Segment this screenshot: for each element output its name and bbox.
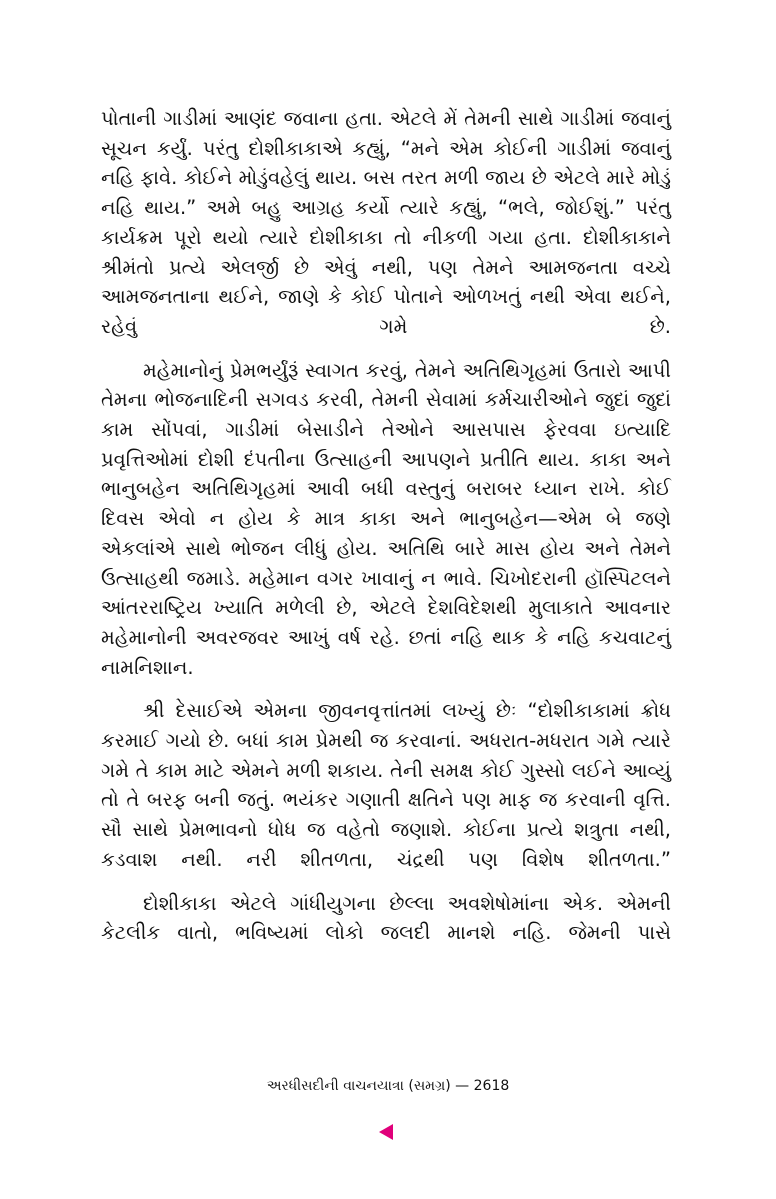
- page-footer: અરધીસદીની વાચનયાત્રા (સમગ્ર) — 2618: [266, 1078, 510, 1094]
- prev-page-arrow-icon[interactable]: [379, 1124, 393, 1140]
- paragraph-4: દોશીકાકા એટલે ગાંધીયુગના છેલ્લા અવશેષોમાંના એક. એમની કેટલીક વાતો, ભવિષ્યમાં લોકો જલદી માનશે નહિ. જેમની પાસે: [101, 891, 671, 945]
- paragraph-3: શ્રી દેસાઈએ એમના જીવનવૃત્તાંતમાં લખ્યું છેઃ “દોશીકાકામાં ક્રોધ કરમાઈ ગયો છે. બધાં કામ પ્રેમથી જ કરવાનાં. અધરાત-મધરાત ગમે ત્યારે ગમે તે કામ માટે એમને મળી શકાય. તેની સમક્ષ કોઈ ગુસ્સો લઈને આવ્યું તો તે બરફ બની જતું. ભયંકર ગણાતી ક્ષતિને પણ માફ જ કરવાની વૃત્તિ. સૌ સાથે પ્રેમભાવનો ધોધ જ વહેતો જણાશે. કોઈના પ્રત્યે શત્રુતા નથી, કડવાશ નથી. નરી શીતળતા, ચંદ્રથી પણ વિશેષ શીતળતા.”: [101, 699, 671, 871]
- paragraph-2: મહેમાનોનું પ્રેમભર્યુંરૂં સ્વાગત કરવું, તેમને અતિથિગૃહમાં ઉતારો આપી તેમના ભોજનાદિની સગવડ કરવી, તેમની સેવામાં કર્મચારીઓને જુદાં જુદાં કામ સોંપવાં, ગાડીમાં બેસાડીને તેઓને આસપાસ ફેરવવા ઇત્યાદિ પ્રવૃત્તિઓમાં દોશી દંપતીના ઉત્સાહની આપણને પ્રતીતિ થાય. કાકા અને ભાનુબહેન અતિથિગૃહમાં આવી બધી વસ્તુનું બરાબર ધ્યાન રાખે. કોઈ દિવસ એવો ન હોય કે માત્ર કાકા અને ભાનુબહેન—એમ બે જણે એકલાંએ સાથે ભોજન લીધું હોય. અતિથિ બારે માસ હોય અને તેમને ઉત્સાહથી જમાડે. મહેમાન વગર ખાવાનું ન ભાવે. ચિખોદરાની હૉસ્પિટલને આંતરરાષ્ટ્રિય ખ્યાતિ મળેલી છે, એટલે દેશવિદેશથી મુલાકાતે આવનાર મહેમાનોની અવરજવર આખું વર્ષ રહે. છતાં નહિ થાક કે નહિ કચવાટનું નામનિશાન.: [101, 358, 671, 679]
- paragraph-1: પોતાની ગાડીમાં આણંદ જવાના હતા. એટલે મેં તેમની સાથે ગાડીમાં જવાનું સૂચન કર્યું. પરંતુ દોશીકાકાએ કહ્યું, “મને એમ કોઈની ગાડીમાં જવાનું નહિ ફાવે. કોઈને મોડુંવહેલું થાય. બસ તરત મળી જાય છે એટલે મારે મોડું નહિ થાય.” અમે બહુ આગ્રહ કર્યો ત્યારે કહ્યું, “ભલે, જોઈશું.” પરંતુ કાર્યક્રમ પૂરો થયો ત્યારે દોશીકાકા તો નીકળી ગયા હતા. દોશીકાકાને શ્રીમંતો પ્રત્યે એલર્જી છે એવું નથી, પણ તેમને આમજનતા વચ્ચે આમજનતાના થઈને, જાણે કે કોઈ પોતાને ઓળખતું નથી એવા થઈને, રહેવું ગમે છે.: [101, 107, 671, 338]
- page-body: [101, 104, 671, 948]
